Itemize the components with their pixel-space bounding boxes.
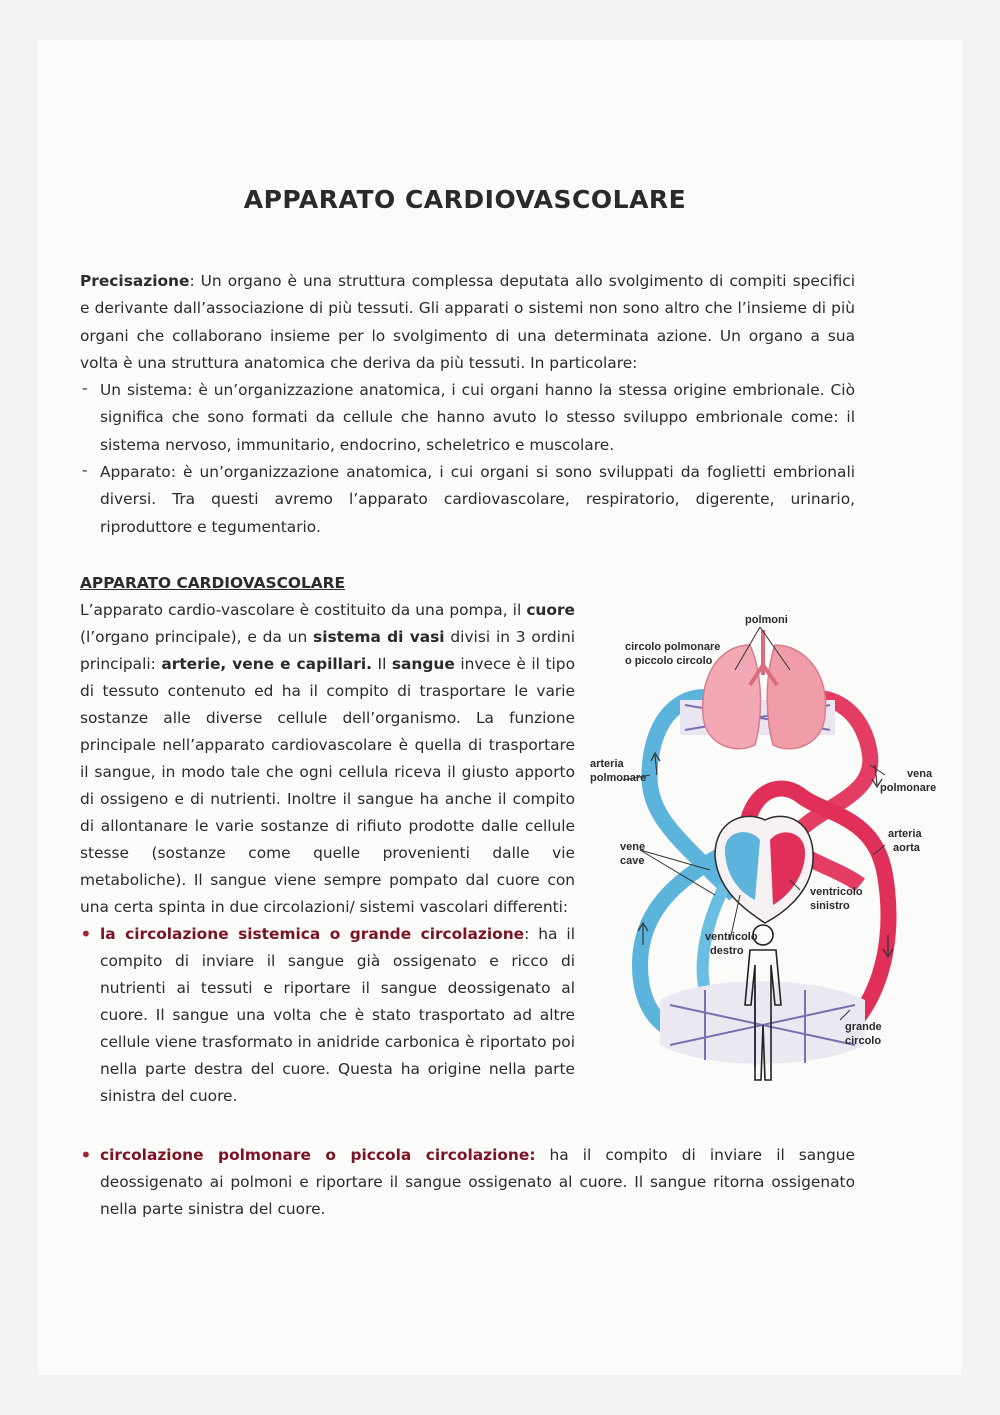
list-item-polmonare [80, 1142, 855, 1223]
label-ventricolo-sinistro: ventricolo [810, 886, 863, 898]
label-vena-polmonare-2: polmonare [880, 782, 937, 794]
list-item-sistemica [80, 921, 575, 1110]
label-arteria-aorta: arteria [888, 828, 922, 840]
label-circolo: circolo [845, 1035, 882, 1047]
intro-paragraph [80, 268, 855, 377]
intro-text: : Un organo è una struttura complessa deputata allo svolgimento di compiti specifici e derivante dall’associazione di più tessuti. Gli apparati o sistemi non sono altro che l’insieme di più organi che collaborano insieme per lo svolgimento di una determinata azione. Un organo a sua volta è una struttura anatomica che deriva da più tessuti. In particolare: [80, 272, 855, 372]
label-sinistro: sinistro [810, 900, 850, 912]
text-run: Il [372, 655, 392, 673]
term-tipi: arterie, vene e capillari. [161, 655, 373, 673]
label-destro: destro [710, 945, 744, 957]
label-grande-circolo: grande [845, 1021, 882, 1033]
label-vena-polmonare: vena [907, 768, 933, 780]
section-paragraph [80, 597, 575, 921]
label-arteria-polmonare: arteria [590, 758, 624, 770]
text-run: ha il compito di inviare il sangue deossigenato ai polmoni e riportare il sangue ossigenato al cuore. Il sangue ritorna ossigenato nella parte sinistra del cuore. [100, 1146, 855, 1218]
list-item-apparato: - Apparato: è un’organizzazione anatomica, i cui organi si sono sviluppati da foglietti embrionali diversi. Tra questi avremo l’apparato cardiovascolare, respiratorio, digerente, urinario, riproduttore e tegumentario. [80, 459, 855, 541]
text-run: L’apparato cardio-vascolare è costituito da una pompa, il [80, 601, 527, 619]
page-title: APPARATO CARDIOVASCOLARE [243, 185, 687, 214]
text-run: (l’organo principale), e da un [80, 628, 314, 646]
circulation-list-2 [80, 1142, 855, 1223]
label-vene-cave: vene [620, 841, 646, 853]
text-run: invece è il tipo di tessuto contenuto ed ha il compito di trasportare le varie sostanze alle diverse cellule dell’organismo. La funzione principale nell’apparato cardiovascolare è quella di trasportare il sangue, in modo tale che ogni cellula riceva il giusto apporto di ossigeno e di nutrienti. Inoltre il sangue ha anche il compito di allontanare le varie sostanze di rifiuto prodotte dalle cellule stesse (sostanze come quelle provenienti dalle vie metaboliche). Il sangue viene sempre pompato dal cuore con una certa spinta in due circolazioni/ sistemi vascolari differenti: [80, 655, 575, 916]
label-aorta: aorta [893, 842, 920, 854]
term-vasi: sistema di vasi [313, 628, 445, 646]
intro-block [80, 268, 855, 541]
label-arteria-polmonare-2: polmonare [590, 772, 647, 784]
text-run: : ha il compito di inviare il sangue già ossigenato e ricco di nutrienti ai tessuti e riportare il sangue deossigenato al cuore. Il sangue una volta che è stato trasportato ad altre cellule viene trasformato in anidride carbonica è riportato poi nella parte destra del cuore. Questa ha origine nella parte sinistra del cuore. [100, 925, 575, 1105]
section-heading: APPARATO CARDIOVASCOLARE [80, 574, 346, 592]
label-piccolo-circolo: o piccolo circolo [625, 655, 713, 667]
label-circolo-polmonare: circolo polmonare [625, 641, 721, 653]
text-run: divisi in 3 ordini principali: [80, 628, 575, 673]
heart-illustration [715, 816, 813, 923]
label-cave: cave [620, 855, 645, 867]
list-item-sistema: - Un sistema: è un’organizzazione anatomica, i cui organi hanno la stessa origine embrionale. Ciò significa che sono formati da cellule che hanno avuto lo stesso sviluppo embrionale come: il sistema nervoso, immunitario, endocrino, scheletrico e muscolare. [80, 377, 855, 459]
bottom-block [80, 1142, 855, 1223]
cardio-section [80, 570, 575, 1110]
intro-lead: Precisazione [80, 272, 190, 290]
circulation-list [80, 921, 575, 1110]
circulation-diagram [585, 605, 937, 1100]
term-cuore: cuore [526, 601, 575, 619]
term-sistemica: la circolazione sistemica o grande circolazione [100, 925, 525, 943]
label-polmoni: polmoni [745, 614, 788, 626]
term-sangue: sangue [391, 655, 455, 673]
label-ventricolo-destro: ventricolo [705, 931, 758, 943]
term-polmonare: circolazione polmonare o piccola circolazione: [100, 1146, 536, 1164]
intro-list [80, 377, 855, 541]
